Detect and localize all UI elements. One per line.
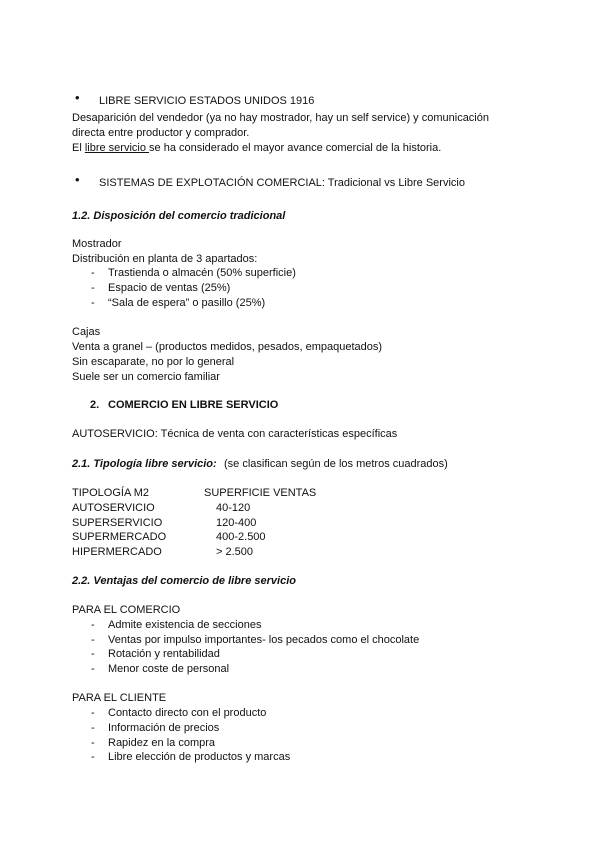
table-cell: > 2.500 xyxy=(216,546,254,558)
subsection-note: (se clasifican según de los metros cuadrados) xyxy=(224,458,448,470)
list-item: Rapidez en la compra xyxy=(108,737,216,749)
list-item: Contacto directo con el producto xyxy=(108,707,267,719)
text-line: Venta a granel – (productos medidos, pesados, empaquetados) xyxy=(72,341,383,353)
list-item: Espacio de ventas (25%) xyxy=(108,282,231,294)
table-cell: SUPERMERCADO xyxy=(72,531,167,543)
list-item: Rotación y rentabilidad xyxy=(108,648,220,660)
list-item: Libre elección de productos y marcas xyxy=(108,751,291,763)
paragraph-line xyxy=(72,141,441,155)
group-label: PARA EL COMERCIO xyxy=(72,604,181,616)
dash-marker: - xyxy=(91,297,95,309)
text-line: Distribución en planta de 3 apartados: xyxy=(72,253,258,265)
table-header: SUPERFICIE VENTAS xyxy=(204,487,317,499)
dash-marker: - xyxy=(91,751,95,763)
text-line: Sin escaparate, no por lo general xyxy=(72,356,235,368)
table-cell: HIPERMERCADO xyxy=(72,546,162,558)
dash-marker: - xyxy=(91,663,95,675)
dash-marker: - xyxy=(91,282,95,294)
subsection-title: 1.2. Disposición del comercio tradicional xyxy=(72,210,286,222)
dash-marker: - xyxy=(91,267,95,279)
text-line: Cajas xyxy=(72,326,101,338)
paragraph-line: directa entre productor y comprador. xyxy=(72,127,250,139)
paragraph-line: Desaparición del vendedor (ya no hay mostrador, hay un self service) y comunicación xyxy=(72,112,489,124)
list-item: Menor coste de personal xyxy=(108,663,230,675)
list-item: Trastienda o almacén (50% superficie) xyxy=(108,267,296,279)
table-cell: 40-120 xyxy=(216,502,251,514)
underlined-term: libre servicio xyxy=(84,142,150,154)
table-cell: 400-2.500 xyxy=(216,531,266,543)
list-item: Información de precios xyxy=(108,722,220,734)
text-line: Mostrador xyxy=(72,238,122,250)
dash-marker: - xyxy=(91,737,95,749)
section-number: 2. xyxy=(90,399,100,411)
table-cell: 120-400 xyxy=(216,517,257,529)
dash-marker: - xyxy=(91,619,95,631)
table-cell: AUTOSERVICIO xyxy=(72,502,155,514)
text-suffix: se ha considerado el mayor avance comercial de la historia. xyxy=(149,142,442,154)
list-item: “Sala de espera” o pasillo (25%) xyxy=(108,297,266,309)
group-label: PARA EL CLIENTE xyxy=(72,692,167,704)
table-cell: SUPERSERVICIO xyxy=(72,517,163,529)
heading-libre-servicio: LIBRE SERVICIO ESTADOS UNIDOS 1916 xyxy=(99,95,315,107)
text-prefix: El xyxy=(72,142,85,154)
bullet-icon: • xyxy=(75,172,80,187)
table-header: TIPOLOGÍA M2 xyxy=(72,487,150,499)
dash-marker: - xyxy=(91,707,95,719)
text-line: AUTOSERVICIO: Técnica de venta con características específicas xyxy=(72,428,398,440)
list-item: Admite existencia de secciones xyxy=(108,619,262,631)
bullet-icon: • xyxy=(75,90,80,105)
subsection-title: 2.1. Tipología libre servicio: xyxy=(72,458,217,470)
dash-marker: - xyxy=(91,634,95,646)
section-title: COMERCIO EN LIBRE SERVICIO xyxy=(108,399,279,411)
text-line: Suele ser un comercio familiar xyxy=(72,371,220,383)
dash-marker: - xyxy=(91,648,95,660)
heading-sistemas: SISTEMAS DE EXPLOTACIÓN COMERCIAL: Tradicional vs Libre Servicio xyxy=(99,177,465,189)
list-item: Ventas por impulso importantes- los pecados como el chocolate xyxy=(108,634,420,646)
dash-marker: - xyxy=(91,722,95,734)
subsection-title: 2.2. Ventajas del comercio de libre servicio xyxy=(72,575,296,587)
